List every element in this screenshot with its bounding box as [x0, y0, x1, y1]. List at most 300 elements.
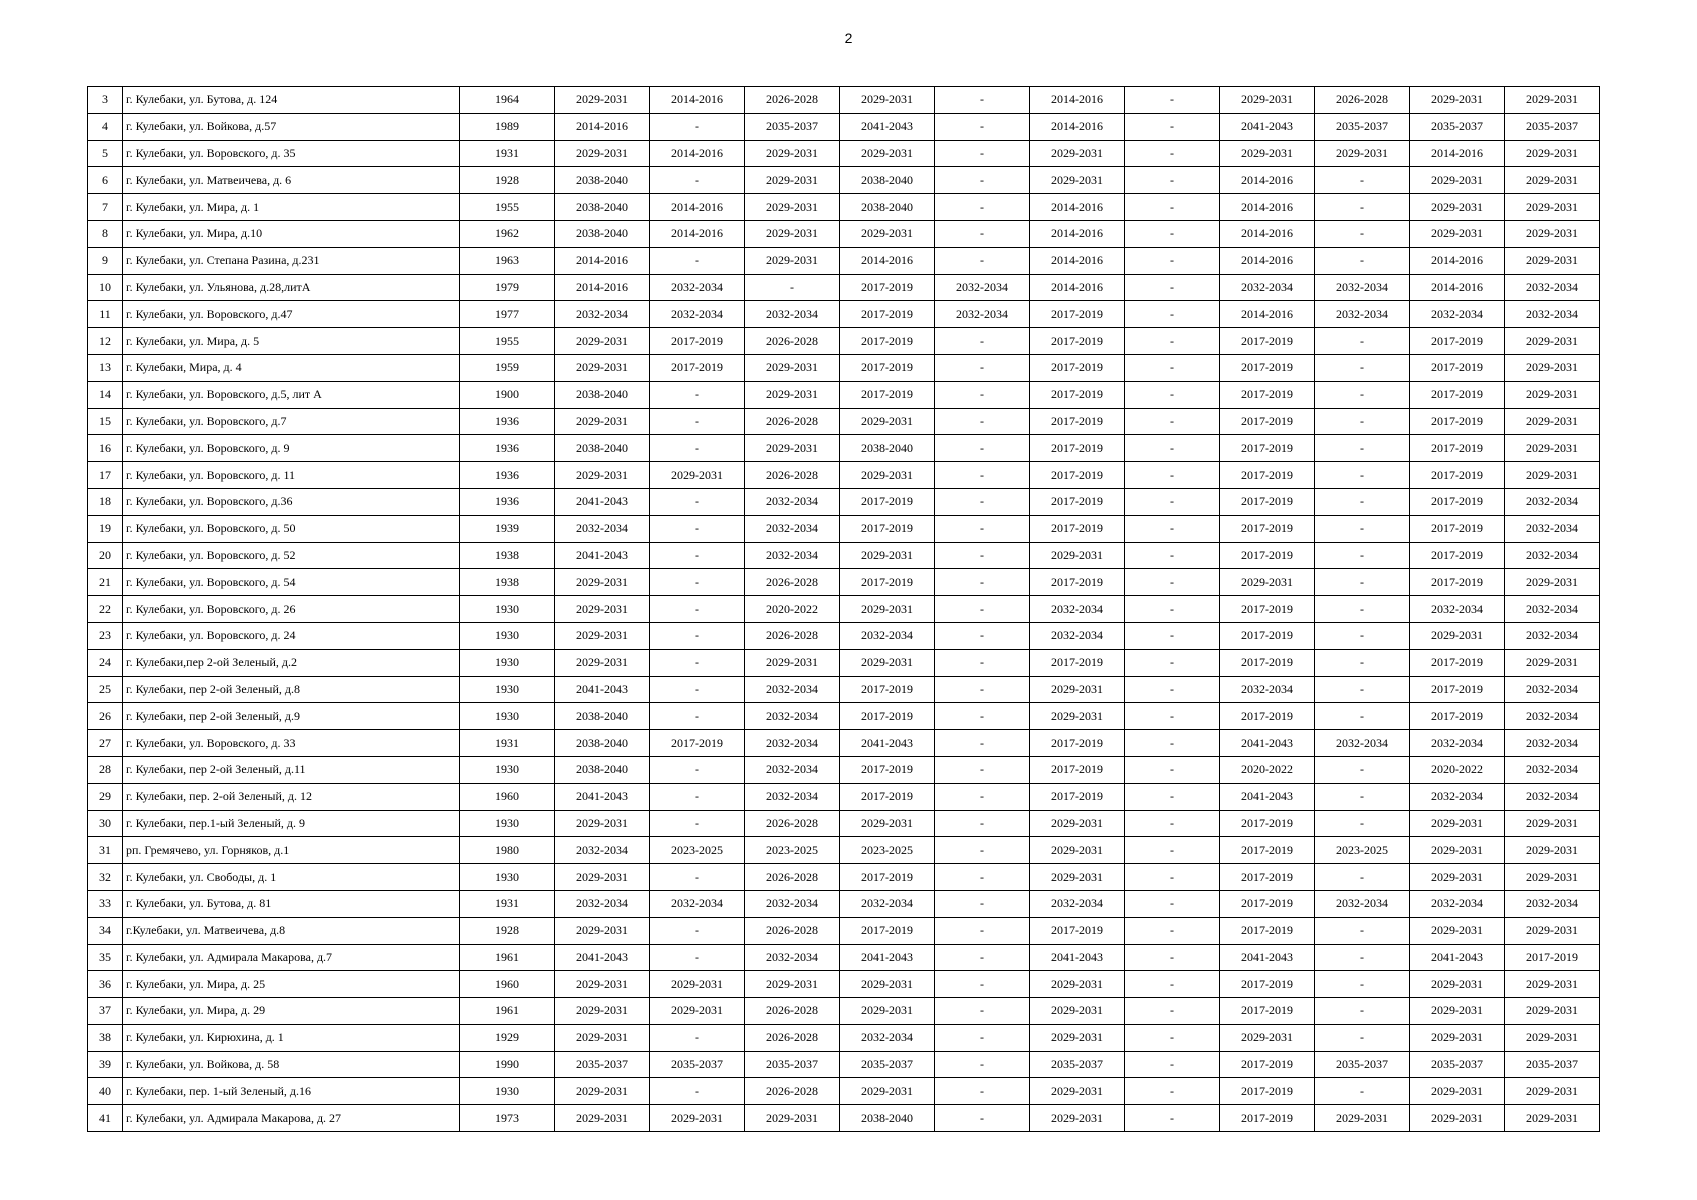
period-cell: 2029-2031 [1410, 998, 1505, 1025]
period-cell: - [1315, 220, 1410, 247]
period-cell: 2026-2028 [745, 622, 840, 649]
table-row [88, 113, 1600, 140]
period-cell: - [650, 488, 745, 515]
address-cell: г. Кулебаки, пер 2-ой Зеленый, д.8 [123, 676, 460, 703]
period-cell: 2032-2034 [1220, 274, 1315, 301]
period-cell: 2029-2031 [1030, 1078, 1125, 1105]
period-cell: 2029-2031 [1505, 167, 1600, 194]
period-cell: 2026-2028 [745, 569, 840, 596]
year-cell: 1936 [460, 435, 555, 462]
period-cell: - [1125, 542, 1220, 569]
period-cell: - [935, 381, 1030, 408]
period-cell: 2017-2019 [1410, 435, 1505, 462]
year-cell: 1930 [460, 1078, 555, 1105]
period-cell: 2035-2037 [1030, 1051, 1125, 1078]
period-cell: 2029-2031 [1410, 220, 1505, 247]
period-cell: 2017-2019 [1220, 998, 1315, 1025]
address-cell: г.Кулебаки, ул. Матвеичева, д.8 [123, 917, 460, 944]
period-cell: 2032-2034 [840, 1024, 935, 1051]
year-cell: 1930 [460, 864, 555, 891]
period-cell: 2017-2019 [840, 783, 935, 810]
period-cell: - [1315, 194, 1410, 221]
period-cell: 2029-2031 [1315, 1105, 1410, 1132]
period-cell: 2029-2031 [555, 622, 650, 649]
period-cell: 2017-2019 [1410, 488, 1505, 515]
period-cell: 2029-2031 [1505, 462, 1600, 489]
period-cell: 2014-2016 [650, 87, 745, 114]
period-cell: - [935, 1051, 1030, 1078]
period-cell: 2032-2034 [555, 301, 650, 328]
period-cell: 2035-2037 [745, 113, 840, 140]
period-cell: - [1125, 998, 1220, 1025]
period-cell: 2041-2043 [1220, 944, 1315, 971]
period-cell: 2041-2043 [1220, 783, 1315, 810]
period-cell: 2032-2034 [745, 301, 840, 328]
period-cell: - [650, 756, 745, 783]
period-cell: 2014-2016 [1030, 87, 1125, 114]
period-cell: - [1315, 1078, 1410, 1105]
address-cell: г. Кулебаки, ул. Воровского, д.36 [123, 488, 460, 515]
period-cell: 2017-2019 [1030, 354, 1125, 381]
period-cell: - [935, 408, 1030, 435]
period-cell: 2038-2040 [555, 381, 650, 408]
period-cell: 2014-2016 [555, 247, 650, 274]
address-cell: г. Кулебаки, пер 2-ой Зеленый, д.9 [123, 703, 460, 730]
period-cell: - [935, 676, 1030, 703]
period-cell: 2017-2019 [1220, 408, 1315, 435]
period-cell: 2014-2016 [555, 113, 650, 140]
period-cell: 2017-2019 [840, 274, 935, 301]
table-row [88, 1051, 1600, 1078]
period-cell: - [1315, 354, 1410, 381]
period-cell: 2032-2034 [745, 944, 840, 971]
year-cell: 1928 [460, 917, 555, 944]
period-cell: 2017-2019 [1220, 435, 1315, 462]
period-cell: 2017-2019 [1220, 864, 1315, 891]
period-cell: 2017-2019 [1220, 971, 1315, 998]
period-cell: 2032-2034 [1315, 301, 1410, 328]
period-cell: - [1125, 113, 1220, 140]
address-cell: г. Кулебаки, ул. Воровского, д. 11 [123, 462, 460, 489]
period-cell: - [1315, 569, 1410, 596]
period-cell: 2017-2019 [1410, 703, 1505, 730]
row-number-cell: 27 [88, 730, 123, 757]
period-cell: 2032-2034 [1410, 890, 1505, 917]
period-cell: 2035-2037 [1505, 1051, 1600, 1078]
period-cell: 2017-2019 [840, 354, 935, 381]
period-cell: - [1125, 247, 1220, 274]
period-cell: - [935, 220, 1030, 247]
period-cell: - [650, 167, 745, 194]
period-cell: 2029-2031 [1030, 140, 1125, 167]
period-cell: - [1315, 810, 1410, 837]
period-cell: - [935, 435, 1030, 462]
period-cell: 2029-2031 [1410, 837, 1505, 864]
period-cell: 2029-2031 [1315, 140, 1410, 167]
period-cell: - [650, 113, 745, 140]
period-cell: 2035-2037 [1410, 113, 1505, 140]
period-cell: - [1315, 462, 1410, 489]
period-cell: 2041-2043 [555, 542, 650, 569]
period-cell: 2017-2019 [1410, 515, 1505, 542]
table-row [88, 515, 1600, 542]
period-cell: 2032-2034 [745, 756, 840, 783]
period-cell: 2029-2031 [745, 140, 840, 167]
row-number-cell: 25 [88, 676, 123, 703]
period-cell: - [1125, 864, 1220, 891]
period-cell: 2029-2031 [555, 596, 650, 623]
period-cell: 2038-2040 [555, 435, 650, 462]
year-cell: 1936 [460, 408, 555, 435]
address-cell: г. Кулебаки, пер. 2-ой Зеленый, д. 12 [123, 783, 460, 810]
period-cell: 2032-2034 [935, 274, 1030, 301]
period-cell: 2038-2040 [840, 167, 935, 194]
table-row [88, 810, 1600, 837]
period-cell: - [1125, 971, 1220, 998]
period-cell: - [1125, 301, 1220, 328]
year-cell: 1955 [460, 194, 555, 221]
period-cell: 2029-2031 [1030, 1105, 1125, 1132]
year-cell: 1930 [460, 703, 555, 730]
period-cell: - [1125, 274, 1220, 301]
period-cell: 2026-2028 [1315, 87, 1410, 114]
row-number-cell: 26 [88, 703, 123, 730]
period-cell: - [1315, 971, 1410, 998]
period-cell: 2023-2025 [840, 837, 935, 864]
address-cell: г. Кулебаки, ул. Кирюхина, д. 1 [123, 1024, 460, 1051]
period-cell: - [650, 1078, 745, 1105]
period-cell: 2014-2016 [650, 140, 745, 167]
period-cell: 2017-2019 [840, 756, 935, 783]
period-cell: - [935, 1105, 1030, 1132]
table-row [88, 917, 1600, 944]
period-cell: 2029-2031 [745, 220, 840, 247]
period-cell: 2032-2034 [745, 890, 840, 917]
period-cell: - [650, 381, 745, 408]
period-cell: 2041-2043 [555, 783, 650, 810]
period-cell: 2035-2037 [1505, 113, 1600, 140]
period-cell: - [1125, 676, 1220, 703]
period-cell: - [745, 274, 840, 301]
address-cell: г. Кулебаки, ул. Воровского, д. 26 [123, 596, 460, 623]
period-cell: 2038-2040 [840, 435, 935, 462]
period-cell: 2017-2019 [1220, 703, 1315, 730]
period-cell: 2029-2031 [555, 87, 650, 114]
period-cell: 2029-2031 [745, 435, 840, 462]
period-cell: - [1315, 167, 1410, 194]
period-cell: 2029-2031 [840, 542, 935, 569]
period-cell: - [1315, 998, 1410, 1025]
period-cell: - [935, 113, 1030, 140]
period-cell: 2038-2040 [840, 194, 935, 221]
period-cell: 2020-2022 [1410, 756, 1505, 783]
row-number-cell: 20 [88, 542, 123, 569]
period-cell: 2029-2031 [650, 971, 745, 998]
period-cell: 2041-2043 [555, 944, 650, 971]
table-row [88, 676, 1600, 703]
period-cell: 2029-2031 [1505, 864, 1600, 891]
period-cell: 2017-2019 [840, 703, 935, 730]
period-cell: - [1315, 676, 1410, 703]
period-cell: - [1315, 783, 1410, 810]
period-cell: 2029-2031 [1410, 971, 1505, 998]
address-cell: г. Кулебаки, пер 2-ой Зеленый, д.11 [123, 756, 460, 783]
period-cell: 2017-2019 [840, 381, 935, 408]
period-cell: 2029-2031 [1030, 676, 1125, 703]
period-cell: 2029-2031 [1410, 864, 1505, 891]
period-cell: 2026-2028 [745, 1078, 840, 1105]
address-cell: г. Кулебаки, пер. 1-ый Зеленый, д.16 [123, 1078, 460, 1105]
row-number-cell: 12 [88, 328, 123, 355]
address-cell: г. Кулебаки, ул. Бутова, д. 124 [123, 87, 460, 114]
period-cell: 2032-2034 [935, 301, 1030, 328]
period-cell: 2017-2019 [1220, 890, 1315, 917]
period-cell: 2029-2031 [745, 381, 840, 408]
period-cell: 2017-2019 [1220, 596, 1315, 623]
period-cell: 2017-2019 [1220, 837, 1315, 864]
period-cell: 2029-2031 [1220, 87, 1315, 114]
period-cell: 2029-2031 [555, 140, 650, 167]
period-cell: 2032-2034 [1505, 703, 1600, 730]
period-cell: 2032-2034 [1410, 783, 1505, 810]
period-cell: 2023-2025 [650, 837, 745, 864]
period-cell: - [650, 569, 745, 596]
period-cell: - [650, 864, 745, 891]
period-cell: 2029-2031 [745, 971, 840, 998]
year-cell: 1989 [460, 113, 555, 140]
period-cell: 2026-2028 [745, 1024, 840, 1051]
period-cell: 2017-2019 [650, 328, 745, 355]
period-cell: - [935, 1024, 1030, 1051]
period-cell: - [1125, 194, 1220, 221]
period-cell: 2017-2019 [1410, 381, 1505, 408]
period-cell: - [935, 783, 1030, 810]
period-cell: 2032-2034 [745, 515, 840, 542]
period-cell: 2029-2031 [840, 87, 935, 114]
period-cell: 2029-2031 [840, 220, 935, 247]
period-cell: - [935, 703, 1030, 730]
period-cell: 2017-2019 [1220, 622, 1315, 649]
address-cell: г. Кулебаки, ул. Мира, д. 5 [123, 328, 460, 355]
address-cell: г. Кулебаки, ул. Войкова, д. 58 [123, 1051, 460, 1078]
address-cell: г. Кулебаки, ул. Мира, д. 29 [123, 998, 460, 1025]
period-cell: 2020-2022 [1220, 756, 1315, 783]
period-cell: 2029-2031 [555, 1078, 650, 1105]
row-number-cell: 37 [88, 998, 123, 1025]
table-row [88, 167, 1600, 194]
address-cell: г. Кулебаки, ул. Адмирала Макарова, д. 27 [123, 1105, 460, 1132]
period-cell: - [935, 596, 1030, 623]
period-cell: 2032-2034 [745, 783, 840, 810]
period-cell: 2026-2028 [745, 810, 840, 837]
period-cell: - [1315, 756, 1410, 783]
period-cell: 2029-2031 [840, 998, 935, 1025]
year-cell: 1980 [460, 837, 555, 864]
period-cell: 2017-2019 [1030, 301, 1125, 328]
period-cell: - [1125, 837, 1220, 864]
table-row [88, 140, 1600, 167]
period-cell: 2029-2031 [1410, 167, 1505, 194]
period-cell: - [1315, 917, 1410, 944]
period-cell: 2029-2031 [1220, 569, 1315, 596]
period-cell: - [1125, 1024, 1220, 1051]
period-cell: 2041-2043 [555, 488, 650, 515]
row-number-cell: 18 [88, 488, 123, 515]
address-cell: г. Кулебаки, ул. Степана Разина, д.231 [123, 247, 460, 274]
row-number-cell: 36 [88, 971, 123, 998]
period-cell: - [935, 87, 1030, 114]
period-cell: 2029-2031 [840, 1078, 935, 1105]
period-cell: 2014-2016 [1030, 194, 1125, 221]
period-cell: - [1125, 220, 1220, 247]
table-row [88, 220, 1600, 247]
period-cell: 2041-2043 [1220, 113, 1315, 140]
period-cell: - [1125, 596, 1220, 623]
period-cell: 2017-2019 [840, 515, 935, 542]
period-cell: - [1125, 569, 1220, 596]
period-cell: - [935, 462, 1030, 489]
period-cell: 2032-2034 [745, 676, 840, 703]
period-cell: 2032-2034 [1505, 730, 1600, 757]
row-number-cell: 11 [88, 301, 123, 328]
period-cell: 2017-2019 [1030, 783, 1125, 810]
period-cell: 2029-2031 [1220, 140, 1315, 167]
table-row [88, 1105, 1600, 1132]
period-cell: - [1125, 435, 1220, 462]
period-cell: 2029-2031 [1505, 971, 1600, 998]
table-body [88, 87, 1600, 1132]
period-cell: - [935, 247, 1030, 274]
period-cell: 2035-2037 [1410, 1051, 1505, 1078]
period-cell: - [935, 649, 1030, 676]
period-cell: 2029-2031 [1410, 810, 1505, 837]
period-cell: - [1315, 328, 1410, 355]
table-row [88, 1078, 1600, 1105]
period-cell: 2017-2019 [1410, 542, 1505, 569]
period-cell: 2041-2043 [555, 676, 650, 703]
period-cell: 2032-2034 [1505, 274, 1600, 301]
table-row [88, 301, 1600, 328]
row-number-cell: 38 [88, 1024, 123, 1051]
period-cell: 2038-2040 [840, 1105, 935, 1132]
period-cell: 2041-2043 [1410, 944, 1505, 971]
period-cell: 2026-2028 [745, 917, 840, 944]
period-cell: 2038-2040 [555, 730, 650, 757]
period-cell: 2032-2034 [745, 730, 840, 757]
row-number-cell: 40 [88, 1078, 123, 1105]
period-cell: 2014-2016 [1030, 247, 1125, 274]
address-cell: г. Кулебаки, ул. Воровского, д. 9 [123, 435, 460, 462]
year-cell: 1930 [460, 810, 555, 837]
period-cell: 2029-2031 [1410, 87, 1505, 114]
period-cell: - [1315, 515, 1410, 542]
year-cell: 1964 [460, 87, 555, 114]
period-cell: - [1125, 917, 1220, 944]
period-cell: 2014-2016 [1030, 220, 1125, 247]
row-number-cell: 5 [88, 140, 123, 167]
period-cell: - [650, 542, 745, 569]
row-number-cell: 39 [88, 1051, 123, 1078]
period-cell: - [650, 408, 745, 435]
period-cell: - [935, 354, 1030, 381]
period-cell: 2017-2019 [1410, 649, 1505, 676]
table-row [88, 649, 1600, 676]
period-cell: 2032-2034 [1030, 622, 1125, 649]
period-cell: - [1315, 596, 1410, 623]
period-cell: - [1315, 542, 1410, 569]
period-cell: - [935, 944, 1030, 971]
period-cell: 2029-2031 [840, 649, 935, 676]
period-cell: 2029-2031 [1410, 1024, 1505, 1051]
row-number-cell: 35 [88, 944, 123, 971]
period-cell: 2017-2019 [840, 569, 935, 596]
period-cell: 2029-2031 [1505, 435, 1600, 462]
period-cell: 2029-2031 [555, 649, 650, 676]
period-cell: 2014-2016 [1410, 247, 1505, 274]
year-cell: 1930 [460, 596, 555, 623]
row-number-cell: 9 [88, 247, 123, 274]
period-cell: - [1315, 1024, 1410, 1051]
period-cell: 2035-2037 [1315, 113, 1410, 140]
period-cell: 2029-2031 [555, 971, 650, 998]
period-cell: - [935, 837, 1030, 864]
address-cell: г. Кулебаки, ул. Мира, д.10 [123, 220, 460, 247]
period-cell: 2029-2031 [555, 864, 650, 891]
period-cell: 2029-2031 [840, 462, 935, 489]
period-cell: 2017-2019 [1220, 1051, 1315, 1078]
table-row [88, 998, 1600, 1025]
address-cell: г. Кулебаки, ул. Матвеичева, д. 6 [123, 167, 460, 194]
period-cell: 2017-2019 [1410, 328, 1505, 355]
period-cell: 2014-2016 [1220, 220, 1315, 247]
period-cell: 2029-2031 [1505, 810, 1600, 837]
period-cell: 2029-2031 [745, 1105, 840, 1132]
table-row [88, 596, 1600, 623]
period-cell: 2035-2037 [650, 1051, 745, 1078]
period-cell: - [935, 971, 1030, 998]
table-row [88, 1024, 1600, 1051]
period-cell: - [935, 810, 1030, 837]
period-cell: 2026-2028 [745, 408, 840, 435]
period-cell: 2035-2037 [555, 1051, 650, 1078]
period-cell: - [650, 676, 745, 703]
period-cell: 2029-2031 [1505, 569, 1600, 596]
period-cell: - [1125, 328, 1220, 355]
period-cell: 2017-2019 [1030, 462, 1125, 489]
period-cell: - [1125, 381, 1220, 408]
period-cell: - [1315, 649, 1410, 676]
period-cell: 2017-2019 [1505, 944, 1600, 971]
period-cell: 2017-2019 [1410, 569, 1505, 596]
period-cell: 2029-2031 [1220, 1024, 1315, 1051]
period-cell: 2029-2031 [745, 167, 840, 194]
period-cell: 2017-2019 [1220, 542, 1315, 569]
address-cell: г. Кулебаки, ул. Воровского, д. 54 [123, 569, 460, 596]
period-cell: 2029-2031 [555, 917, 650, 944]
period-cell: - [1125, 1105, 1220, 1132]
period-cell: 2029-2031 [555, 408, 650, 435]
address-cell: г. Кулебаки, ул. Мира, д. 1 [123, 194, 460, 221]
period-cell: 2029-2031 [840, 408, 935, 435]
year-cell: 1936 [460, 488, 555, 515]
table-row [88, 703, 1600, 730]
row-number-cell: 31 [88, 837, 123, 864]
period-cell: 2017-2019 [1410, 462, 1505, 489]
period-cell: 2029-2031 [555, 354, 650, 381]
table-row [88, 462, 1600, 489]
period-cell: 2032-2034 [650, 274, 745, 301]
period-cell: 2029-2031 [555, 462, 650, 489]
